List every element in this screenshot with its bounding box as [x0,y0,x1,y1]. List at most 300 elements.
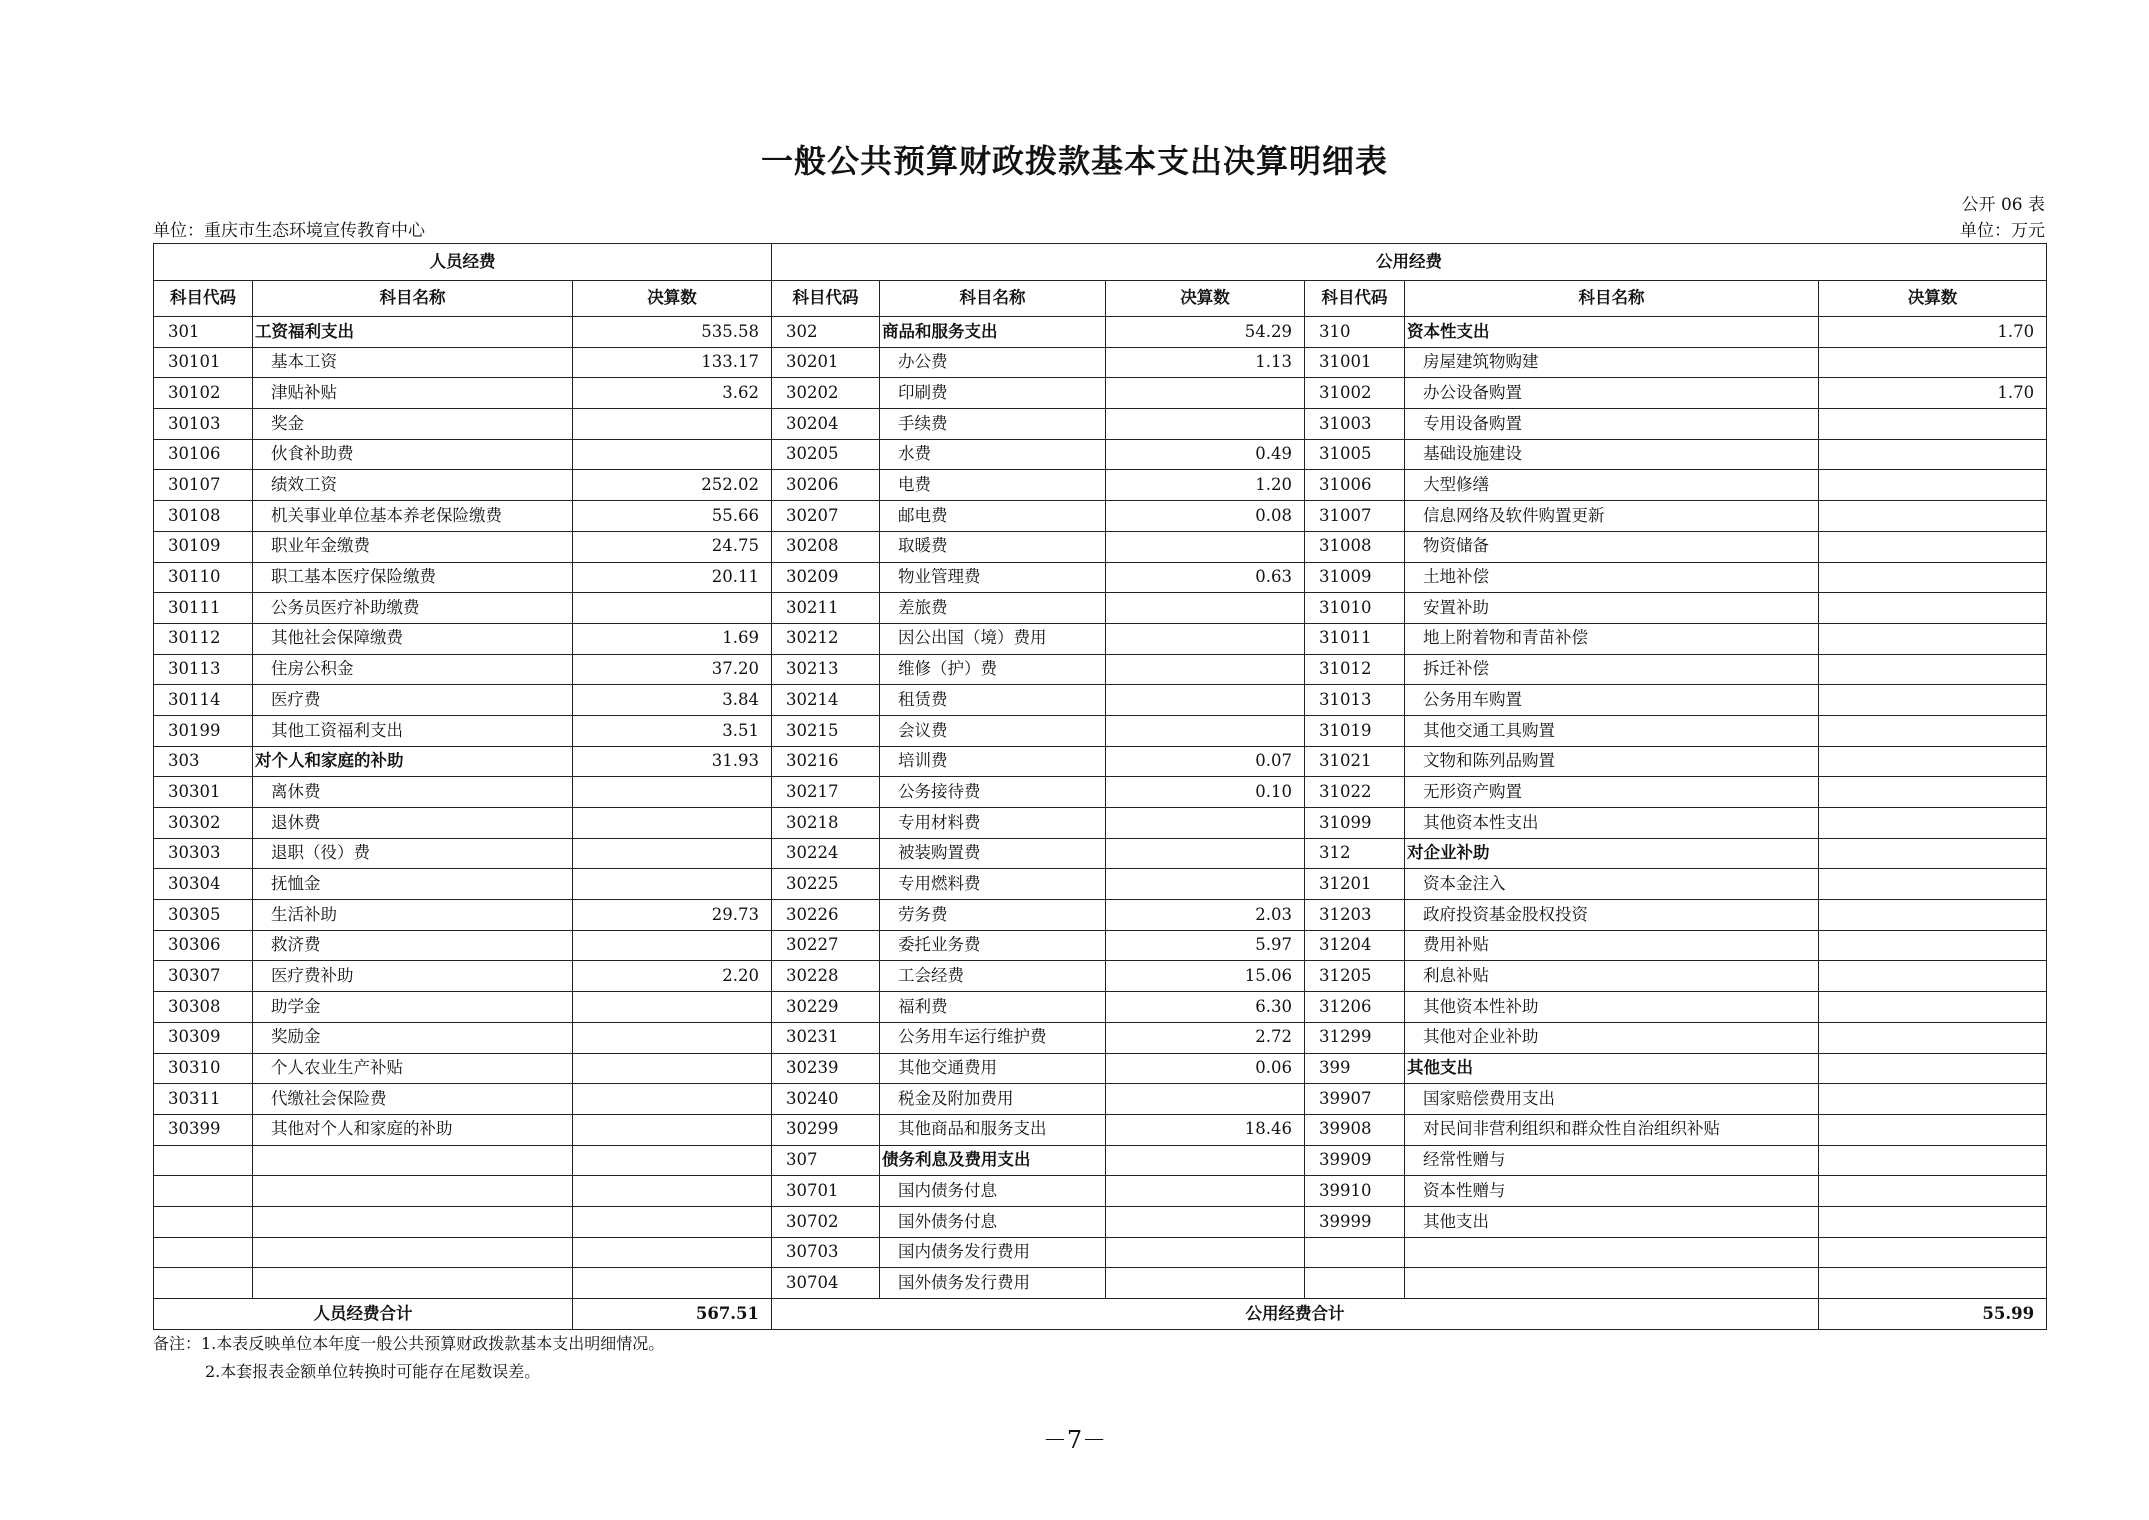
subject-name-cell: 其他交通费用 [880,1053,1106,1084]
amount-cell [1819,439,2047,470]
subject-name-cell: 专用材料费 [880,808,1106,839]
subject-code-cell: 31299 [1305,1022,1405,1053]
subject-code-cell: 31001 [1305,347,1405,378]
subject-code-cell: 30216 [772,746,880,777]
subject-name-cell: 文物和陈列品购置 [1405,746,1819,777]
subject-name-cell: 租赁费 [880,685,1106,716]
subject-code-cell [154,1176,253,1207]
subject-name-cell: 其他对个人和家庭的补助 [253,1114,573,1145]
amount-cell: 18.46 [1106,1114,1305,1145]
amount-cell [1819,869,2047,900]
subject-code-cell: 31204 [1305,930,1405,961]
subject-code-cell: 30228 [772,961,880,992]
notes [153,1330,664,1386]
subject-code-cell: 30307 [154,961,253,992]
subject-code-cell: 30201 [772,347,880,378]
subject-code-cell: 30112 [154,623,253,654]
subject-name-cell: 利息补贴 [1405,961,1819,992]
amount-cell [1819,531,2047,562]
amount-cell [1819,992,2047,1023]
amount-cell: 15.06 [1106,961,1305,992]
subject-name-cell: 房屋建筑物购建 [1405,347,1819,378]
form-number: 公开 06 表 [1961,195,2045,215]
amount-cell [1106,1237,1305,1268]
subject-name-cell: 公务员医疗补助缴费 [253,593,573,624]
amount-cell [1106,623,1305,654]
subject-code-cell: 30199 [154,715,253,746]
subject-code-cell: 30109 [154,531,253,562]
subject-name-cell: 机关事业单位基本养老保险缴费 [253,501,573,532]
amount-cell: 1.69 [573,623,772,654]
subject-name-cell: 退休费 [253,808,573,839]
subject-code-cell: 30218 [772,808,880,839]
amount-cell [573,930,772,961]
subject-code-cell: 31021 [1305,746,1405,777]
subject-name-cell [253,1237,573,1268]
page-title: 一般公共预算财政拨款基本支出决算明细表 [760,142,1388,180]
subject-name-cell: 物业管理费 [880,562,1106,593]
subject-code-cell [154,1237,253,1268]
subject-code-cell: 30224 [772,838,880,869]
subject-name-cell: 其他资本性补助 [1405,992,1819,1023]
subject-code-cell: 30214 [772,685,880,716]
amount-cell [573,777,772,808]
subject-code-cell: 31022 [1305,777,1405,808]
subject-code-cell: 30207 [772,501,880,532]
table-row [154,1176,2047,1207]
subject-code-cell: 30229 [772,992,880,1023]
amount-cell [573,1145,772,1176]
subject-name-cell [1405,1237,1819,1268]
amount-cell [1106,1176,1305,1207]
amount-cell: 535.58 [573,317,772,348]
amount-cell [573,1206,772,1237]
subject-name-cell: 专用设备购置 [1405,409,1819,440]
subject-name-cell: 其他工资福利支出 [253,715,573,746]
subject-name-cell: 资本性赠与 [1405,1176,1819,1207]
subject-code-cell: 30227 [772,930,880,961]
public-section-header: 公用经费 [772,244,2047,281]
subject-name-cell: 专用燃料费 [880,869,1106,900]
subject-name-cell: 国内债务付息 [880,1176,1106,1207]
amount-cell [1106,1145,1305,1176]
subject-code-cell: 30111 [154,593,253,624]
subject-name-cell: 政府投资基金股权投资 [1405,900,1819,931]
subject-code-cell: 30301 [154,777,253,808]
subject-code-cell: 31007 [1305,501,1405,532]
amount-cell [1819,654,2047,685]
subject-name-cell: 其他对企业补助 [1405,1022,1819,1053]
amount-cell [1819,1176,2047,1207]
subject-name-cell: 培训费 [880,746,1106,777]
subject-code-cell: 39999 [1305,1206,1405,1237]
subject-code-cell: 30308 [154,992,253,1023]
amount-cell: 0.49 [1106,439,1305,470]
subject-code-cell: 30225 [772,869,880,900]
note-line-1: 备注：1.本表反映单位本年度一般公共预算财政拨款基本支出明细情况。 [153,1334,665,1353]
subject-code-cell: 30107 [154,470,253,501]
subject-code-cell: 312 [1305,838,1405,869]
amount-cell: 0.10 [1106,777,1305,808]
amount-cell [1106,685,1305,716]
subject-name-cell: 基础设施建设 [1405,439,1819,470]
amount-cell [1819,347,2047,378]
subject-group-name-cell: 工资福利支出 [253,317,573,348]
subject-name-cell: 职工基本医疗保险缴费 [253,562,573,593]
amount-cell [1819,715,2047,746]
subject-code-cell: 39909 [1305,1145,1405,1176]
amount-cell: 37.20 [573,654,772,685]
subject-code-cell [154,1145,253,1176]
subject-name-cell: 土地补偿 [1405,562,1819,593]
table-row [154,992,2047,1023]
amount-cell [1819,1268,2047,1299]
table-row [154,409,2047,440]
subject-name-cell: 津贴补贴 [253,378,573,409]
subject-code-cell: 30306 [154,930,253,961]
table-row [154,777,2047,808]
subject-name-cell: 医疗费补助 [253,961,573,992]
note-line-2: 2.本套报表金额单位转换时可能存在尾数误差。 [205,1362,541,1381]
subject-name-cell: 税金及附加费用 [880,1084,1106,1115]
amount-cell: 55.66 [573,501,772,532]
amount-cell [1106,715,1305,746]
table-row [154,623,2047,654]
subject-code-cell: 30206 [772,470,880,501]
subject-code-cell: 30217 [772,777,880,808]
amount-cell [573,1022,772,1053]
subject-code-cell: 30309 [154,1022,253,1053]
subject-name-cell: 生活补助 [253,900,573,931]
amount-cell [1819,777,2047,808]
subject-code-cell [154,1268,253,1299]
subject-code-cell: 31002 [1305,378,1405,409]
amount-cell: 133.17 [573,347,772,378]
subject-name-cell [1405,1268,1819,1299]
subject-name-cell [253,1145,573,1176]
table-row [154,715,2047,746]
subject-name-cell: 其他交通工具购置 [1405,715,1819,746]
subject-code-cell: 30226 [772,900,880,931]
subject-code-cell: 301 [154,317,253,348]
subject-name-cell: 其他资本性支出 [1405,808,1819,839]
subject-code-cell: 30208 [772,531,880,562]
personnel-total-value: 567.51 [573,1299,772,1330]
amount-cell [1819,1084,2047,1115]
subject-code-cell: 30202 [772,378,880,409]
subject-name-cell: 住房公积金 [253,654,573,685]
table-row [154,1206,2047,1237]
column-header-name: 科目名称 [1405,281,1819,317]
subject-code-cell: 31201 [1305,869,1405,900]
subject-code-cell: 30701 [772,1176,880,1207]
subject-code-cell: 31005 [1305,439,1405,470]
totals-row [154,1299,2047,1330]
amount-cell: 0.08 [1106,501,1305,532]
subject-group-name-cell: 商品和服务支出 [880,317,1106,348]
amount-cell: 54.29 [1106,317,1305,348]
column-header-name: 科目名称 [253,281,573,317]
subject-name-cell: 代缴社会保险费 [253,1084,573,1115]
table-row [154,1145,2047,1176]
table-row [154,317,2047,348]
subject-name-cell: 公务用车运行维护费 [880,1022,1106,1053]
money-unit: 单位：万元 [1960,221,2045,241]
amount-cell [1819,808,2047,839]
table-row [154,961,2047,992]
subject-name-cell [253,1176,573,1207]
expenditure-table [153,243,2047,1330]
table-body [154,317,2047,1299]
table-row [154,562,2047,593]
amount-cell [1819,961,2047,992]
subject-code-cell: 31205 [1305,961,1405,992]
subject-code-cell: 31011 [1305,623,1405,654]
amount-cell [1819,1114,2047,1145]
subject-name-cell: 福利费 [880,992,1106,1023]
amount-cell [573,439,772,470]
subject-code-cell: 31019 [1305,715,1405,746]
table-row [154,746,2047,777]
subject-name-cell: 伙食补助费 [253,439,573,470]
subject-name-cell: 国外债务发行费用 [880,1268,1106,1299]
subject-code-cell [1305,1237,1405,1268]
subject-code-cell: 31008 [1305,531,1405,562]
subject-code-cell: 30215 [772,715,880,746]
subject-code-cell: 303 [154,746,253,777]
amount-cell [1106,838,1305,869]
amount-cell: 1.20 [1106,470,1305,501]
subject-name-cell [253,1206,573,1237]
public-total-label: 公用经费合计 [772,1299,1819,1330]
subject-code-cell: 30102 [154,378,253,409]
amount-cell [1819,501,2047,532]
amount-cell: 29.73 [573,900,772,931]
subject-code-cell: 30108 [154,501,253,532]
subject-name-cell: 退职（役）费 [253,838,573,869]
subject-code-cell: 302 [772,317,880,348]
table-row [154,347,2047,378]
subject-code-cell: 31013 [1305,685,1405,716]
amount-cell [573,1237,772,1268]
amount-cell [573,992,772,1023]
amount-cell: 1.70 [1819,378,2047,409]
amount-cell: 3.62 [573,378,772,409]
subject-code-cell: 31003 [1305,409,1405,440]
subject-code-cell: 39908 [1305,1114,1405,1145]
amount-cell [573,1268,772,1299]
amount-cell [1819,470,2047,501]
amount-cell [1819,593,2047,624]
subject-code-cell: 307 [772,1145,880,1176]
subject-name-cell [253,1268,573,1299]
subject-name-cell: 水费 [880,439,1106,470]
amount-cell [1106,654,1305,685]
subject-code-cell: 30299 [772,1114,880,1145]
subject-name-cell: 抚恤金 [253,869,573,900]
subject-name-cell: 因公出国（境）费用 [880,623,1106,654]
subject-name-cell: 国外债务付息 [880,1206,1106,1237]
amount-cell [1106,1206,1305,1237]
amount-cell [573,1084,772,1115]
subject-name-cell: 差旅费 [880,593,1106,624]
subject-code-cell: 31206 [1305,992,1405,1023]
table-row [154,930,2047,961]
amount-cell: 0.07 [1106,746,1305,777]
subject-group-name-cell: 对企业补助 [1405,838,1819,869]
subject-name-cell: 国家赔偿费用支出 [1405,1084,1819,1115]
subject-name-cell: 被装购置费 [880,838,1106,869]
amount-cell [1819,746,2047,777]
subject-group-name-cell: 其他支出 [1405,1053,1819,1084]
subject-name-cell: 电费 [880,470,1106,501]
subject-code-cell: 30704 [772,1268,880,1299]
subject-code-cell: 30305 [154,900,253,931]
amount-cell [1106,593,1305,624]
amount-cell: 2.03 [1106,900,1305,931]
subject-code-cell: 30702 [772,1206,880,1237]
subject-name-cell: 会议费 [880,715,1106,746]
subject-name-cell: 离休费 [253,777,573,808]
table-row [154,439,2047,470]
subject-code-cell: 30113 [154,654,253,685]
subject-code-cell: 30231 [772,1022,880,1053]
amount-cell: 31.93 [573,746,772,777]
subject-name-cell: 职业年金缴费 [253,531,573,562]
subject-name-cell: 其他社会保障缴费 [253,623,573,654]
column-header-code: 科目代码 [154,281,253,317]
subject-name-cell: 劳务费 [880,900,1106,931]
subject-code-cell: 39910 [1305,1176,1405,1207]
table-row [154,470,2047,501]
subject-name-cell: 维修（护）费 [880,654,1106,685]
personnel-section-header: 人员经费 [154,244,772,281]
subject-name-cell: 绩效工资 [253,470,573,501]
amount-cell [1819,838,2047,869]
subject-group-name-cell: 对个人和家庭的补助 [253,746,573,777]
subject-name-cell: 经常性赠与 [1405,1145,1819,1176]
subject-code-cell: 30114 [154,685,253,716]
table-row [154,685,2047,716]
subject-name-cell: 信息网络及软件购置更新 [1405,501,1819,532]
subject-name-cell: 救济费 [253,930,573,961]
column-header-amount: 决算数 [573,281,772,317]
table-row [154,593,2047,624]
subject-code-cell: 30311 [154,1084,253,1115]
subject-name-cell: 公务接待费 [880,777,1106,808]
subject-name-cell: 医疗费 [253,685,573,716]
subject-name-cell: 办公费 [880,347,1106,378]
subject-name-cell: 国内债务发行费用 [880,1237,1106,1268]
subject-code-cell: 31010 [1305,593,1405,624]
subject-code-cell: 30703 [772,1237,880,1268]
subject-code-cell: 30212 [772,623,880,654]
subject-code-cell: 31099 [1305,808,1405,839]
subject-name-cell: 取暖费 [880,531,1106,562]
amount-cell [1819,685,2047,716]
amount-cell [573,1053,772,1084]
amount-cell: 2.20 [573,961,772,992]
subject-code-cell: 30303 [154,838,253,869]
subject-code-cell: 31006 [1305,470,1405,501]
subject-code-cell: 30106 [154,439,253,470]
subject-name-cell: 资本金注入 [1405,869,1819,900]
table-row [154,900,2047,931]
subject-name-cell: 费用补贴 [1405,930,1819,961]
amount-cell [1819,623,2047,654]
amount-cell [573,808,772,839]
subject-name-cell: 邮电费 [880,501,1106,532]
table-row [154,501,2047,532]
table-row [154,808,2047,839]
subject-code-cell: 399 [1305,1053,1405,1084]
table-row [154,1084,2047,1115]
table-row [154,654,2047,685]
subject-code-cell: 30204 [772,409,880,440]
subject-name-cell: 助学金 [253,992,573,1023]
amount-cell [573,409,772,440]
subject-code-cell: 30304 [154,869,253,900]
amount-cell: 1.70 [1819,317,2047,348]
subject-name-cell: 委托业务费 [880,930,1106,961]
subject-group-name-cell: 债务利息及费用支出 [880,1145,1106,1176]
amount-cell: 20.11 [573,562,772,593]
subject-name-cell: 工会经费 [880,961,1106,992]
subject-name-cell: 安置补助 [1405,593,1819,624]
table-row [154,1237,2047,1268]
subject-code-cell [1305,1268,1405,1299]
amount-cell [1106,869,1305,900]
amount-cell [573,838,772,869]
amount-cell [1819,1145,2047,1176]
subject-name-cell: 手续费 [880,409,1106,440]
subject-name-cell: 印刷费 [880,378,1106,409]
subject-code-cell: 30310 [154,1053,253,1084]
personnel-total-label: 人员经费合计 [154,1299,573,1330]
subject-code-cell: 30399 [154,1114,253,1145]
table-row [154,1022,2047,1053]
subject-code-cell: 30205 [772,439,880,470]
amount-cell [573,1176,772,1207]
amount-cell: 24.75 [573,531,772,562]
amount-cell [1106,808,1305,839]
amount-cell: 0.06 [1106,1053,1305,1084]
subject-name-cell: 公务用车购置 [1405,685,1819,716]
subject-code-cell: 31009 [1305,562,1405,593]
unit-label: 单位：重庆市生态环境宣传教育中心 [153,221,425,241]
subject-code-cell: 30209 [772,562,880,593]
table-row [154,838,2047,869]
subject-code-cell: 30302 [154,808,253,839]
amount-cell: 5.97 [1106,930,1305,961]
subject-code-cell: 30240 [772,1084,880,1115]
subject-code-cell: 310 [1305,317,1405,348]
amount-cell [1819,1237,2047,1268]
subject-name-cell: 奖励金 [253,1022,573,1053]
column-header-name: 科目名称 [880,281,1106,317]
amount-cell [1819,1206,2047,1237]
amount-cell [1819,900,2047,931]
amount-cell [1106,378,1305,409]
amount-cell [1819,1022,2047,1053]
amount-cell [1106,1084,1305,1115]
amount-cell: 3.51 [573,715,772,746]
amount-cell: 6.30 [1106,992,1305,1023]
subject-name-cell: 对民间非营利组织和群众性自治组织补贴 [1405,1114,1819,1145]
subject-name-cell: 其他商品和服务支出 [880,1114,1106,1145]
subject-name-cell: 拆迁补偿 [1405,654,1819,685]
subject-code-cell: 30239 [772,1053,880,1084]
